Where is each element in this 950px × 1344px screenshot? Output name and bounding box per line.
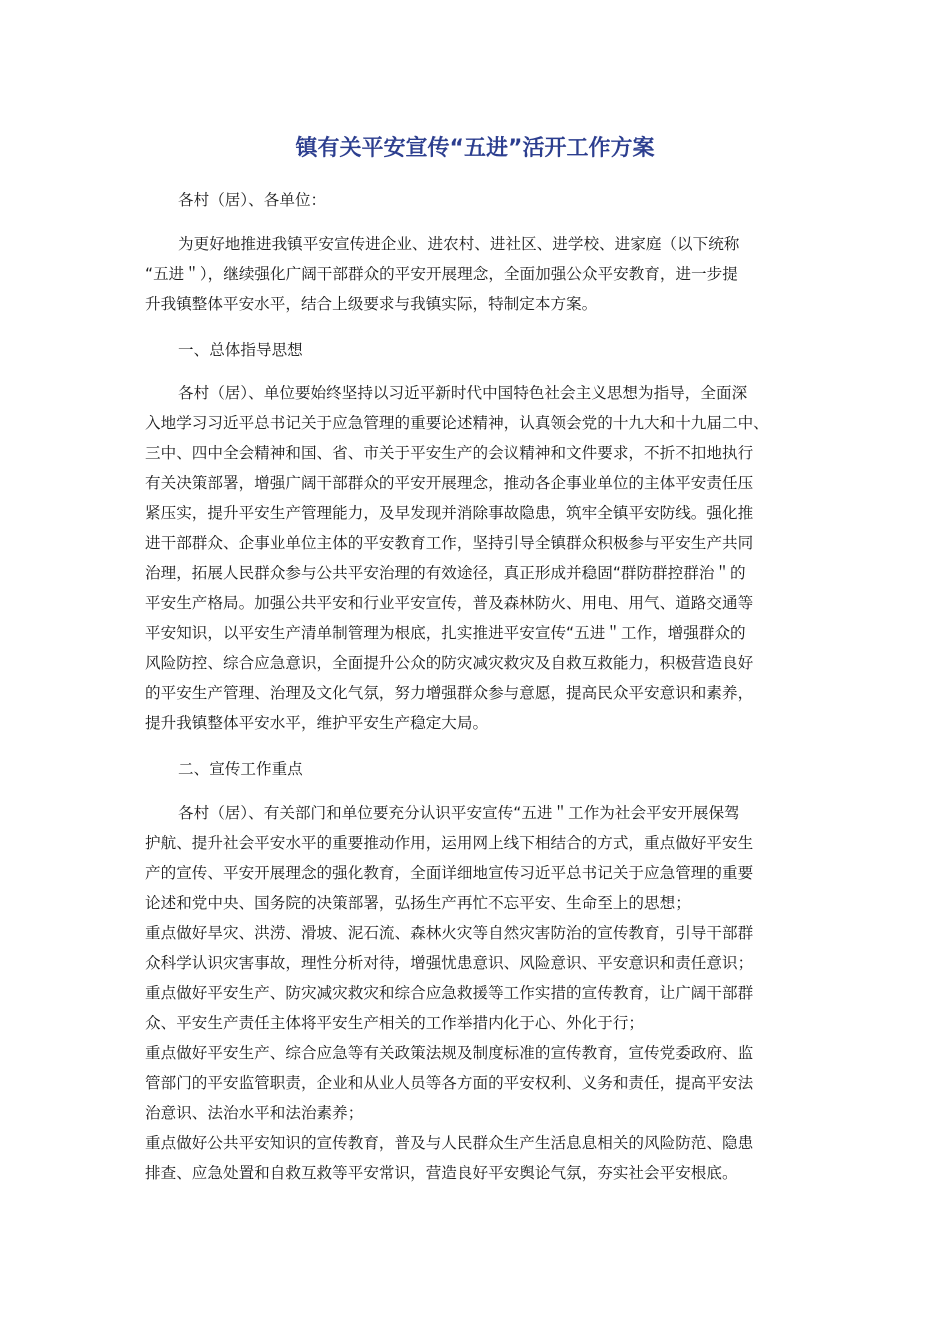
section2-line: 论述和党中央、国务院的决策部署，弘扬生产再忙不忘平安、生命至上的思想；: [145, 894, 691, 912]
section1-line: 治理，拓展人民群众参与公共平安治理的有效途径，真正形成并稳固“群防群控群治＂的: [145, 564, 746, 582]
section-heading-guiding-ideology: 一、总体指导思想: [178, 341, 303, 359]
intro-line: 升我镇整体平安水平，结合上级要求与我镇实际，特制定本方案。: [145, 295, 598, 313]
section2-line: 众科学认识灾害事故，理性分析对待，增强忧患意识、风险意识、平安意识和责任意识；: [145, 954, 754, 972]
section2-line: 治意识、法治水平和法治素养；: [145, 1104, 364, 1122]
section2-line: 众、平安生产责任主体将平安生产相关的工作举措内化于心、外化于行；: [145, 1014, 645, 1032]
section2-line: 各村（居）、有关部门和单位要充分认识平安宣传“五进＂工作为社会平安开展保驾: [178, 804, 740, 822]
section2-line: 重点做好公共平安知识的宣传教育，普及与人民群众生产生活息息相关的风险防范、隐患: [145, 1134, 754, 1152]
section-heading-work-focus: 二、宣传工作重点: [178, 760, 303, 778]
section1-line: 平安生产格局。加强公共平安和行业平安宣传，普及森林防火、用电、用气、道路交通等: [145, 594, 754, 612]
section1-line: 进干部群众、企事业单位主体的平安教育工作，坚持引导全镇群众积极参与平安生产共同: [145, 534, 754, 552]
section2-line: 重点做好平安生产、综合应急等有关政策法规及制度标准的宣传教育，宣传党委政府、监: [145, 1044, 754, 1062]
section1-line: 入地学习习近平总书记关于应急管理的重要论述精神，认真领会党的十九大和十九届二中、: [145, 414, 769, 432]
section2-line: 护航、提升社会平安水平的重要推动作用，运用网上线下相结合的方式，重点做好平安生: [145, 834, 754, 852]
section1-line: 风险防控、综合应急意识，全面提升公众的防灾减灾救灾及自救互救能力，积极营造良好: [145, 654, 754, 672]
section1-line: 三中、四中全会精神和国、省、市关于平安生产的会议精神和文件要求，不折不扣地执行: [145, 444, 754, 462]
section2-line: 重点做好平安生产、防灾减灾救灾和综合应急救援等工作实措的宣传教育，让广阔干部群: [145, 984, 754, 1002]
section2-line: 管部门的平安监管职责，企业和从业人员等各方面的平安权利、义务和责任，提高平安法: [145, 1074, 754, 1092]
intro-line: 为更好地推进我镇平安宣传进企业、进农村、进社区、进学校、进家庭（以下统称: [178, 235, 740, 253]
section1-line: 提升我镇整体平安水平，维护平安生产稳定大局。: [145, 714, 489, 732]
section1-line: 有关决策部署，增强广阔干部群众的平安开展理念，推动各企事业单位的主体平安责任压: [145, 474, 754, 492]
section2-line: 重点做好旱灾、洪涝、滑坡、泥石流、森林火灾等自然灾害防治的宣传教育，引导干部群: [145, 924, 754, 942]
intro-line: “五进＂），继续强化广阔干部群众的平安开展理念，全面加强公众平安教育，进一步提: [145, 265, 738, 283]
section2-line: 产的宣传、平安开展理念的强化教育，全面详细地宣传习近平总书记关于应急管理的重要: [145, 864, 754, 882]
section1-line: 紧压实，提升平安生产管理能力，及早发现并消除事故隐患，筑牢全镇平安防线。强化推: [145, 504, 754, 522]
section1-line: 的平安生产管理、治理及文化气氛，努力增强群众参与意愿，提高民众平安意识和素养，: [145, 684, 754, 702]
section1-line: 各村（居）、单位要始终坚持以习近平新时代中国特色社会主义思想为指导，全面深: [178, 384, 748, 402]
section2-line: 排查、应急处置和自救互救等平安常识，营造良好平安舆论气氛，夯实社会平安根底。: [145, 1164, 738, 1182]
section1-line: 平安知识，以平安生产清单制管理为根底，扎实推进平安宣传“五进＂工作，增强群众的: [145, 624, 746, 642]
salutation: 各村（居）、各单位：: [178, 191, 327, 209]
document-title: 镇有关平安宣传“五进”活开工作方案: [295, 136, 655, 161]
